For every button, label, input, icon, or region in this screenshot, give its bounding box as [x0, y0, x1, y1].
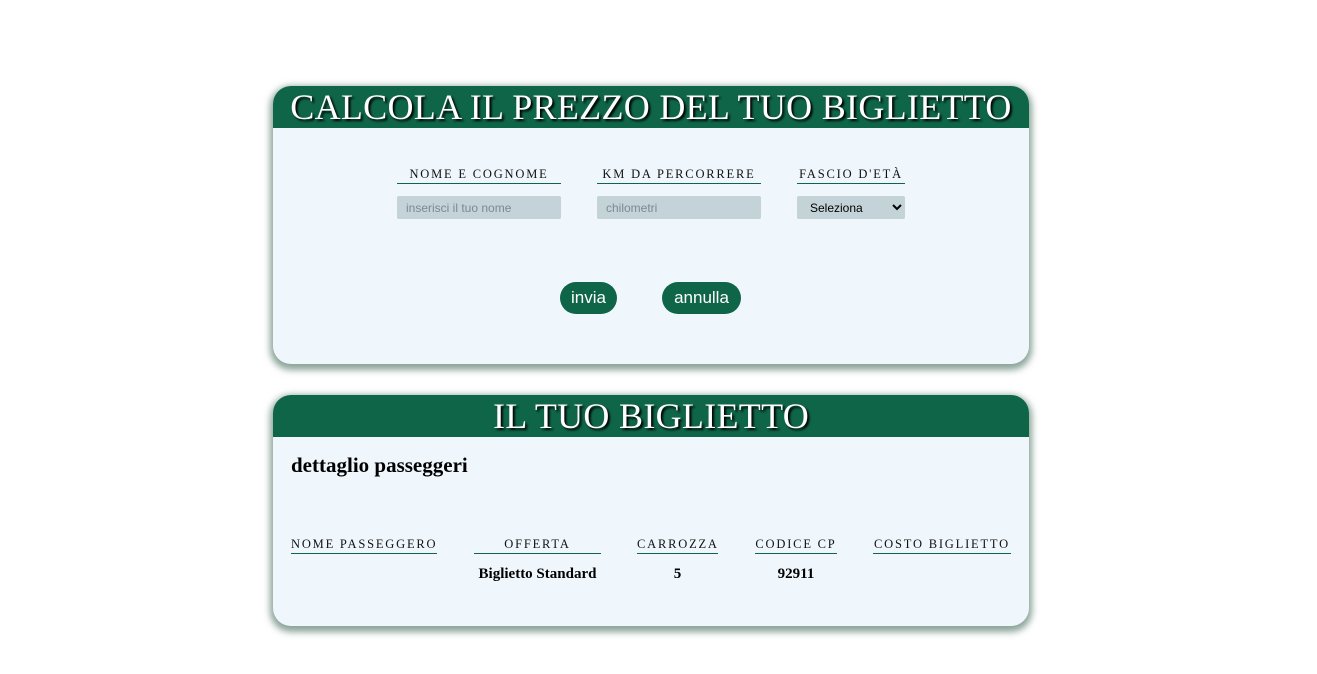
- form-card-title: CALCOLA IL PREZZO DEL TUO BIGLIETTO: [273, 86, 1029, 128]
- cell-offer: Biglietto Standard: [478, 566, 597, 582]
- name-input[interactable]: [397, 196, 561, 219]
- column-header-passenger-name: NOME PASSEGGERO: [291, 537, 437, 554]
- age-select[interactable]: [797, 196, 905, 219]
- column-header-ticket-price: COSTO BIGLIETTO: [873, 537, 1011, 554]
- cancel-button[interactable]: annulla: [662, 282, 741, 314]
- km-input[interactable]: [597, 196, 761, 219]
- submit-button[interactable]: invia: [560, 282, 617, 314]
- ticket-card-title: IL TUO BIGLIETTO: [273, 395, 1029, 437]
- passenger-details-heading: dettaglio passeggeri: [291, 453, 468, 477]
- cell-carriage: 5: [673, 566, 682, 582]
- km-field-group: [597, 167, 761, 184]
- name-field-group: [397, 167, 561, 184]
- column-header-carriage: CARROZZA: [637, 537, 718, 554]
- age-field-label: FASCIO D'ETÀ: [797, 167, 905, 184]
- km-field-label: KM DA PERCORRERE: [597, 167, 761, 184]
- name-field-label: NOME E COGNOME: [397, 167, 561, 184]
- column-header-cp-code: CODICE CP: [755, 537, 837, 554]
- column-header-offer: OFFERTA: [474, 537, 601, 554]
- cell-cp-code: 92911: [777, 566, 815, 582]
- age-field-group: [797, 167, 905, 184]
- ticket-result-card: [273, 395, 1029, 626]
- ticket-form-card: [273, 86, 1029, 364]
